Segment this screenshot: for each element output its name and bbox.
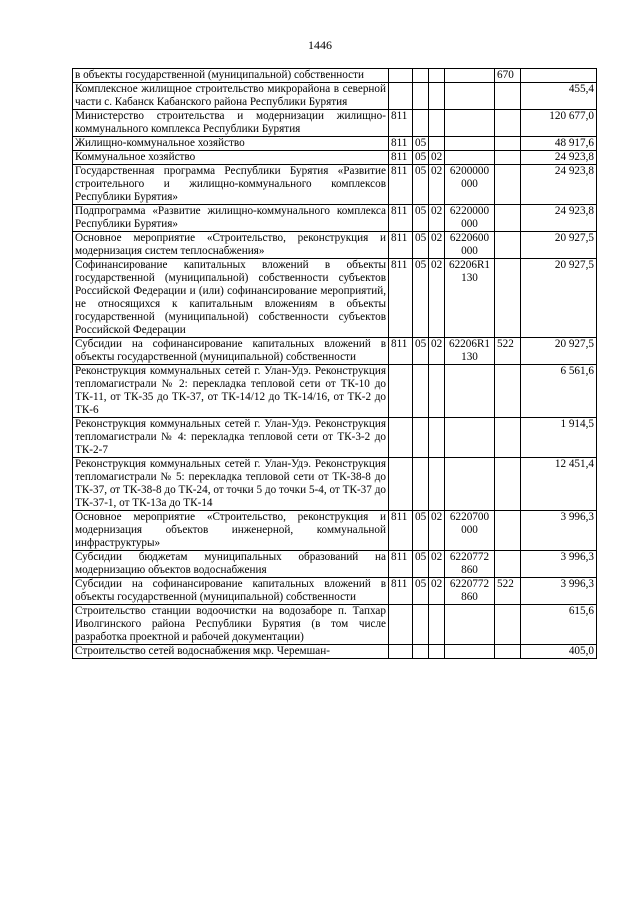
item-name-cell: Реконструкция коммунальных сетей г. Улан-Удэ. Реконструкция тепломагистрали № 2: перекладка тепловой сети от ТК-10 до ТК-11, от ТК-35 до ТК-37, от ТК-14/12 до ТК-14/16, от ТК-2 до ТК-6 (73, 365, 389, 418)
subsection-code-cell (429, 605, 445, 645)
amount-cell: 1 914,5 (521, 418, 597, 458)
expense-type-cell: 670 (495, 69, 521, 83)
amount-cell: 24 923,8 (521, 205, 597, 232)
target-article-cell: 6220700 000 (445, 511, 495, 551)
target-article-cell: 6220600 000 (445, 232, 495, 259)
subsection-code-cell: 02 (429, 259, 445, 338)
subsection-code-cell: 02 (429, 232, 445, 259)
amount-cell: 6 561,6 (521, 365, 597, 418)
item-name-cell: Подпрограмма «Развитие жилищно-коммунального комплекса Республики Бурятия» (73, 205, 389, 232)
amount-cell: 24 923,8 (521, 151, 597, 165)
section-code-cell: 05 (413, 165, 429, 205)
item-name-cell: Субсидии бюджетам муниципальных образований на модернизацию объектов водоснабжения (73, 551, 389, 578)
section-code-cell: 05 (413, 338, 429, 365)
expense-type-cell (495, 232, 521, 259)
expense-type-cell (495, 645, 521, 659)
grbs-code-cell (389, 365, 413, 418)
item-name-cell: Основное мероприятие «Строительство, реконструкция и модернизация объектов инженерной, коммунальной инфраструктуры» (73, 511, 389, 551)
item-name-cell: Софинансирование капитальных вложений в объекты государственной (муниципальной) собственности субъектов Российской Федерации и (или) софинансирование мероприятий, не относящихся к капитальным вложениям в объекты государственной (муниципальной) собственности субъектов Российской Федерации (73, 259, 389, 338)
amount-cell: 20 927,5 (521, 338, 597, 365)
target-article-cell: 6220772 860 (445, 578, 495, 605)
subsection-code-cell (429, 458, 445, 511)
amount-cell: 48 917,6 (521, 137, 597, 151)
target-article-cell (445, 151, 495, 165)
item-name-cell: Реконструкция коммунальных сетей г. Улан-Удэ. Реконструкция тепломагистрали № 4: перекладка тепловой сети от ТК-3-2 до ТК-2-7 (73, 418, 389, 458)
amount-cell: 3 996,3 (521, 578, 597, 605)
table-row (73, 578, 597, 605)
table-row (73, 511, 597, 551)
amount-cell: 24 923,8 (521, 165, 597, 205)
grbs-code-cell: 811 (389, 578, 413, 605)
expense-type-cell (495, 151, 521, 165)
grbs-code-cell: 811 (389, 137, 413, 151)
expense-type-cell (495, 605, 521, 645)
target-article-cell: 6200000 000 (445, 165, 495, 205)
section-code-cell (413, 69, 429, 83)
item-name-cell: Жилищно-коммунальное хозяйство (73, 137, 389, 151)
table-row (73, 69, 597, 83)
subsection-code-cell (429, 365, 445, 418)
grbs-code-cell (389, 458, 413, 511)
expense-type-cell: 522 (495, 338, 521, 365)
grbs-code-cell (389, 69, 413, 83)
table-row (73, 110, 597, 137)
section-code-cell (413, 83, 429, 110)
section-code-cell (413, 645, 429, 659)
table-row (73, 137, 597, 151)
expense-type-cell (495, 551, 521, 578)
item-name-cell: в объекты государственной (муниципальной) собственности (73, 69, 389, 83)
expense-type-cell (495, 110, 521, 137)
grbs-code-cell (389, 645, 413, 659)
item-name-cell: Строительство станции водоочистки на водозаборе п. Тапхар Иволгинского района Республики Бурятия (в том числе разработка проектной и рабочей документации) (73, 605, 389, 645)
target-article-cell: 62206R1 130 (445, 259, 495, 338)
table-row (73, 458, 597, 511)
subsection-code-cell: 02 (429, 511, 445, 551)
expense-type-cell (495, 418, 521, 458)
target-article-cell (445, 458, 495, 511)
table-row (73, 232, 597, 259)
subsection-code-cell (429, 418, 445, 458)
item-name-cell: Министерство строительства и модернизации жилищно-коммунального комплекса Республики Бурятия (73, 110, 389, 137)
table-row (73, 551, 597, 578)
subsection-code-cell: 02 (429, 165, 445, 205)
section-code-cell: 05 (413, 259, 429, 338)
item-name-cell: Субсидии на софинансирование капитальных вложений в объекты государственной (муниципальной) собственности (73, 578, 389, 605)
item-name-cell: Комплексное жилищное строительство микрорайона в северной части с. Кабанск Кабанского района Республики Бурятия (73, 83, 389, 110)
item-name-cell: Коммунальное хозяйство (73, 151, 389, 165)
amount-cell: 615,6 (521, 605, 597, 645)
grbs-code-cell (389, 418, 413, 458)
expense-type-cell (495, 83, 521, 110)
grbs-code-cell: 811 (389, 232, 413, 259)
subsection-code-cell: 02 (429, 551, 445, 578)
grbs-code-cell: 811 (389, 551, 413, 578)
target-article-cell: 6220772 860 (445, 551, 495, 578)
amount-cell: 20 927,5 (521, 232, 597, 259)
section-code-cell (413, 458, 429, 511)
target-article-cell (445, 69, 495, 83)
amount-cell: 455,4 (521, 83, 597, 110)
section-code-cell: 05 (413, 232, 429, 259)
subsection-code-cell (429, 83, 445, 110)
target-article-cell (445, 110, 495, 137)
section-code-cell: 05 (413, 551, 429, 578)
target-article-cell: 6220000 000 (445, 205, 495, 232)
section-code-cell: 05 (413, 578, 429, 605)
subsection-code-cell (429, 110, 445, 137)
subsection-code-cell (429, 137, 445, 151)
amount-cell: 3 996,3 (521, 551, 597, 578)
amount-cell: 120 677,0 (521, 110, 597, 137)
target-article-cell (445, 83, 495, 110)
grbs-code-cell: 811 (389, 259, 413, 338)
table-row (73, 83, 597, 110)
budget-table (72, 68, 597, 659)
grbs-code-cell: 811 (389, 165, 413, 205)
amount-cell: 20 927,5 (521, 259, 597, 338)
page-number: 1446 (308, 38, 332, 52)
target-article-cell (445, 137, 495, 151)
table-row (73, 365, 597, 418)
grbs-code-cell: 811 (389, 110, 413, 137)
table-row (73, 605, 597, 645)
expense-type-cell (495, 137, 521, 151)
item-name-cell: Реконструкция коммунальных сетей г. Улан-Удэ. Реконструкция тепломагистрали № 5: перекладка тепловой сети от ТК-38-8 до ТК-37, от ТК-38-8 до ТК-24, от точки 5 до точки 5-4, от ТК-37 до ТК-37-1, от ТК-13а до ТК-14 (73, 458, 389, 511)
item-name-cell: Субсидии на софинансирование капитальных вложений в объекты государственной (муниципальной) собственности (73, 338, 389, 365)
subsection-code-cell (429, 645, 445, 659)
grbs-code-cell: 811 (389, 338, 413, 365)
target-article-cell (445, 365, 495, 418)
amount-cell: 3 996,3 (521, 511, 597, 551)
subsection-code-cell: 02 (429, 205, 445, 232)
item-name-cell: Государственная программа Республики Бурятия «Развитие строительного и жилищно-коммунального комплексов Республики Бурятия» (73, 165, 389, 205)
expense-type-cell (495, 259, 521, 338)
expense-type-cell (495, 365, 521, 418)
table-row (73, 205, 597, 232)
table-row (73, 418, 597, 458)
grbs-code-cell (389, 83, 413, 110)
target-article-cell (445, 605, 495, 645)
grbs-code-cell (389, 605, 413, 645)
section-code-cell (413, 418, 429, 458)
expense-type-cell (495, 511, 521, 551)
target-article-cell (445, 645, 495, 659)
grbs-code-cell: 811 (389, 151, 413, 165)
subsection-code-cell: 02 (429, 578, 445, 605)
section-code-cell: 05 (413, 511, 429, 551)
table-row (73, 338, 597, 365)
subsection-code-cell (429, 69, 445, 83)
expense-type-cell (495, 458, 521, 511)
expense-type-cell (495, 165, 521, 205)
subsection-code-cell: 02 (429, 151, 445, 165)
section-code-cell (413, 605, 429, 645)
section-code-cell: 05 (413, 137, 429, 151)
section-code-cell (413, 365, 429, 418)
target-article-cell (445, 418, 495, 458)
table-row (73, 151, 597, 165)
table-row (73, 165, 597, 205)
expense-type-cell (495, 205, 521, 232)
table-row (73, 259, 597, 338)
amount-cell (521, 69, 597, 83)
amount-cell: 405,0 (521, 645, 597, 659)
target-article-cell: 62206R1 130 (445, 338, 495, 365)
section-code-cell: 05 (413, 151, 429, 165)
amount-cell: 12 451,4 (521, 458, 597, 511)
item-name-cell: Строительство сетей водоснабжения мкр. Черемшан- (73, 645, 389, 659)
expense-type-cell: 522 (495, 578, 521, 605)
table-row (73, 645, 597, 659)
grbs-code-cell: 811 (389, 511, 413, 551)
table-body (73, 69, 597, 659)
subsection-code-cell: 02 (429, 338, 445, 365)
grbs-code-cell: 811 (389, 205, 413, 232)
item-name-cell: Основное мероприятие «Строительство, реконструкция и модернизация систем теплоснабжения» (73, 232, 389, 259)
section-code-cell: 05 (413, 205, 429, 232)
section-code-cell (413, 110, 429, 137)
